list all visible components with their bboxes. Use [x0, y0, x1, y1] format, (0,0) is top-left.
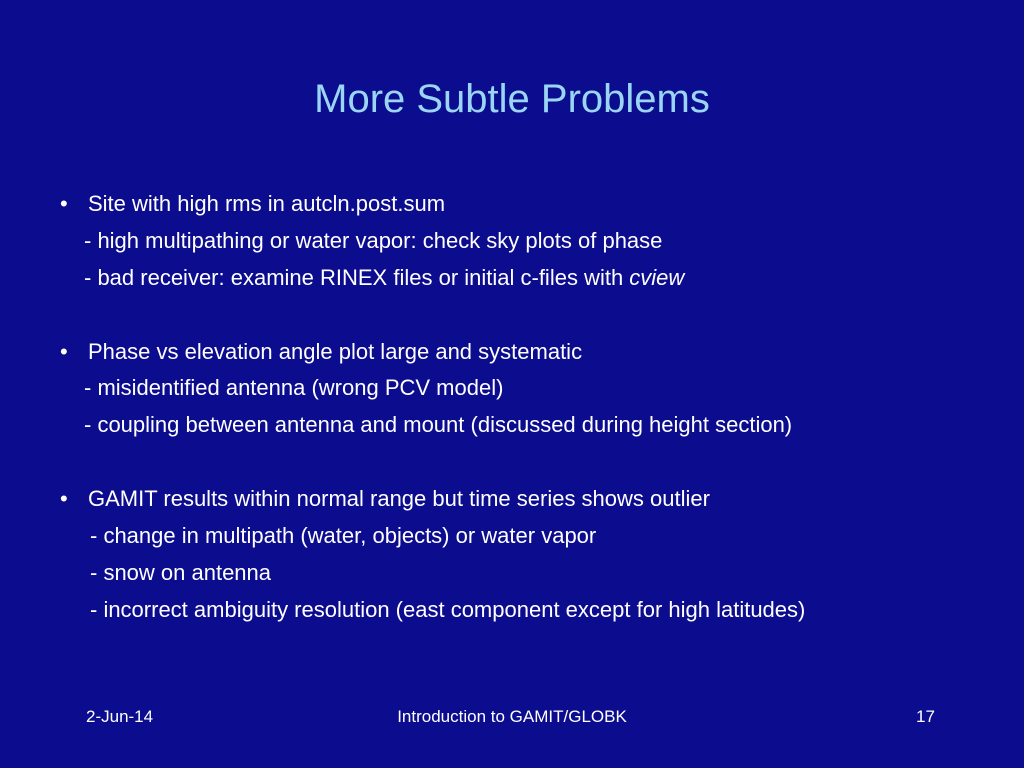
bullet-item — [60, 190, 445, 218]
page-number: 17 — [916, 707, 935, 726]
sub-item — [84, 227, 662, 255]
bullet-text: Phase vs elevation angle plot large and systematic — [88, 339, 583, 364]
sub-item-text: - change in multipath (water, objects) or water vapor — [90, 523, 597, 548]
bullet-text: Site with high rms in autcln.post.sum — [88, 191, 446, 216]
sub-item-text: - bad receiver: examine RINEX files or initial c-files with — [84, 265, 630, 290]
footer-title: Introduction to GAMIT/GLOBK — [397, 707, 627, 726]
bullet-marker: • — [60, 191, 68, 216]
footer-date: 2-Jun-14 — [86, 707, 154, 726]
sub-item-text: - misidentified antenna (wrong PCV model) — [84, 375, 504, 400]
slide-title: More Subtle Problems — [314, 77, 710, 121]
bullet-text: GAMIT results within normal range but time series shows outlier — [88, 486, 710, 511]
sub-item — [84, 411, 792, 439]
bullet-item — [60, 338, 582, 366]
sub-item-text: - incorrect ambiguity resolution (east component except for high latitudes) — [90, 597, 806, 622]
sub-item-text: - snow on antenna — [90, 560, 272, 585]
sub-item — [90, 596, 805, 624]
sub-item — [90, 559, 271, 587]
sub-item-emphasis: cview — [629, 265, 685, 290]
sub-item-text: - high multipathing or water vapor: check sky plots of phase — [84, 228, 663, 253]
sub-item — [84, 374, 503, 402]
bullet-item — [60, 485, 710, 513]
sub-item — [90, 522, 596, 550]
sub-item — [84, 264, 684, 292]
sub-item-text: - coupling between antenna and mount (discussed during height section) — [84, 412, 793, 437]
bullet-marker: • — [60, 339, 68, 364]
bullet-marker: • — [60, 486, 68, 511]
